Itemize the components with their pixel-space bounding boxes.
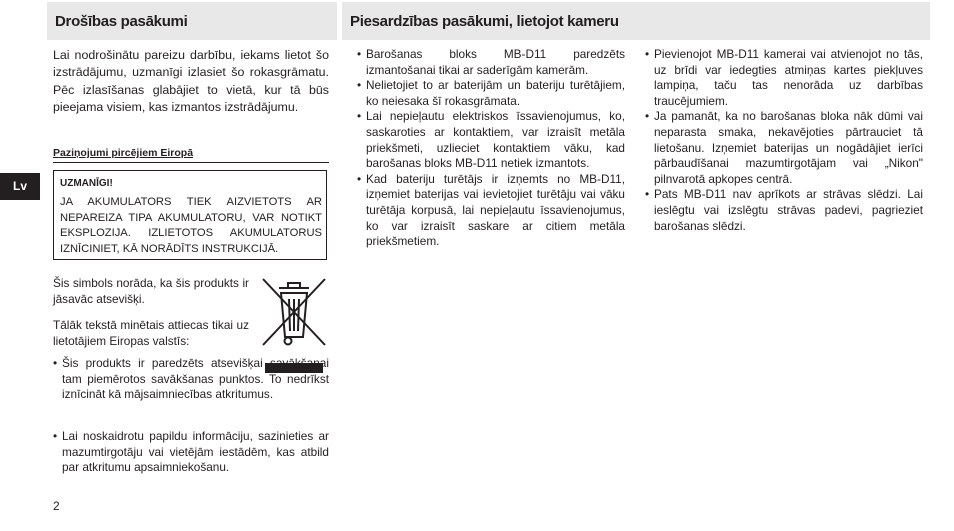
section-title-camera-precautions: Piesardzības pasākumi, lietojot kameru: [350, 13, 619, 30]
intro-paragraph: Lai nodrošinātu pareizu darbību, iekams lietot šo izstrādājumu, uzmanīgi izlasiet šo rokasgrāmatu. Pēc izlasīšanas glabājiet to vietā, kur tā būs pieejama visiem, kas izmantos izstrādājumu.: [53, 48, 329, 115]
applies-paragraph: Tālāk tekstā minētais attiecas tikai uz lietotājiem Eiropas valstīs:: [53, 318, 249, 348]
disposal-list-2: [53, 429, 329, 476]
list-item: • Lai nepieļautu elektriskos īssavienojumus, ko, saskaroties ar kontaktiem, var izraisīt metāla priekšmeti, uzlieciet kontaktiem vāku, kad barošanas bloks MB-D11 netiek izmantots.: [357, 109, 625, 171]
precautions-column-2: [357, 47, 625, 250]
section-header-camera-precautions: [342, 2, 930, 40]
section-header-safety: [47, 2, 337, 40]
language-tab: Lv: [0, 173, 40, 200]
caution-title: UZMANĪGI!: [60, 178, 113, 189]
list-item: • Nelietojiet to ar baterijām un bateriju turētājiem, ko neiesaka šī rokasgrāmata.: [357, 78, 625, 109]
list-item: • Kad bateriju turētājs ir izņemts no MB-D11, izņemiet baterijas vai ievietojiet turētāju vai vāku turētāja korpusā, lai nepieļautu īssavienojumus, ko var izraisīt saskare ar citiem metāla priekšmetiem.: [357, 172, 625, 250]
page-number: 2: [53, 499, 60, 513]
europe-notices-heading: Paziņojumi pircējiem Eiropā: [53, 147, 329, 163]
list-item: • Ja pamanāt, ka no barošanas bloka nāk dūmi vai neparasta smaka, nekavējoties pārtrauciet tā lietošanu. Izņemiet baterijas un nogādājiet ierīci pārbaudīšanai mazumtirgotājam vai „Nikon" pilnvarotā apkopes centrā.: [645, 109, 923, 187]
caution-text: JA AKUMULATORS TIEK AIZVIETOTS AR NEPAREIZA TIPA AKUMULATORU, VAR NOTIKT EKSPLOZIJA. IZLIETOTOS AKUMULATORUS IZNĪCINIET, KĀ NORĀDĪTS INSTRUKCIJĀ.: [60, 196, 322, 255]
symbol-paragraph: Šis simbols norāda, ka šis produkts ir jāsavāc atsevišķi.: [53, 276, 249, 306]
list-item: • Pats MB-D11 nav aprīkots ar strāvas slēdzi. Lai ieslēgtu vai izslēgtu strāvas padevi, pagrieziet barošanas slēdzi.: [645, 187, 923, 234]
caution-box: [53, 170, 327, 260]
list-item: • Pievienojot MB-D11 kamerai vai atvienojot no tās, uz brīdi var iedegties atmiņas kartes piekļuves lampiņa, taču tas nenorāda uz darbības traucējumiem.: [645, 47, 923, 109]
list-item: • Šis produkts ir paredzēts atsevišķai savākšanai tam piemērotos savākšanas punktos. To nedrīkst iznīcināt kā mājsaimniecības atkritumus.: [53, 356, 329, 403]
list-item: • Lai noskaidrotu papildu informāciju, sazinieties ar mazumtirgotāju vai vietējām iestādēm, kas atbild par atkritumu apsaimniekošanu.: [53, 429, 329, 476]
precautions-column-3: [645, 47, 923, 234]
section-title-safety: Drošības pasākumi: [55, 13, 188, 30]
list-item: • Barošanas bloks MB-D11 paredzēts izmantošanai tikai ar saderīgām kamerām.: [357, 47, 625, 78]
disposal-list-1: [53, 356, 329, 403]
